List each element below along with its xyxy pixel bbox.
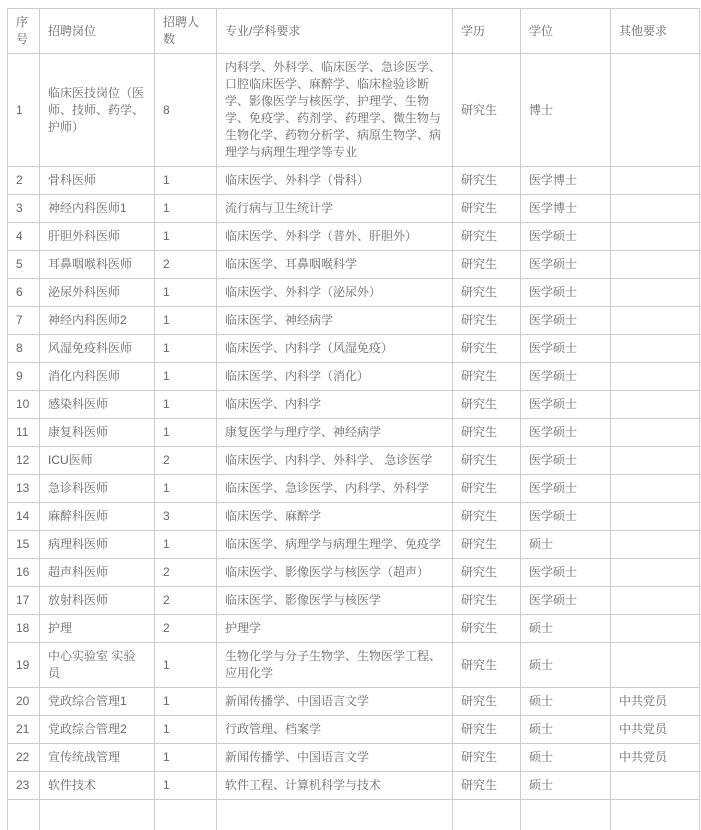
cell-degree: 医学硕士: [521, 223, 611, 251]
cell-major: 软件工程、计算机科学与技术: [217, 772, 453, 800]
cell-position: ICU医师: [40, 447, 155, 475]
cell-education: 研究生: [453, 503, 521, 531]
cell-major: 新闻传播学、中国语言文学: [217, 744, 453, 772]
cell-major: 护理学: [217, 615, 453, 643]
cell-major: 行政管理、档案学: [217, 716, 453, 744]
cell-other: [611, 615, 700, 643]
table-row: [8, 475, 700, 503]
table-row: [8, 744, 700, 772]
cell-other: [611, 195, 700, 223]
cell-education: 研究生: [453, 167, 521, 195]
cell-seq: 6: [8, 279, 40, 307]
cell-major: 临床医学、影像医学与核医学（超声）: [217, 559, 453, 587]
cell-seq: 3: [8, 195, 40, 223]
cell-major: 流行病与卫生统计学: [217, 195, 453, 223]
cell-other: [611, 559, 700, 587]
cell-seq: 22: [8, 744, 40, 772]
cell-other: [611, 475, 700, 503]
cell-position: 急诊科医师: [40, 475, 155, 503]
recruitment-table: [7, 8, 700, 830]
cell-major: 生物化学与分子生物学、生物医学工程、应用化学: [217, 643, 453, 688]
cell-position: 耳鼻咽喉科医师: [40, 251, 155, 279]
cell-other: [611, 772, 700, 800]
cell-seq: 2: [8, 167, 40, 195]
cell-degree: 医学博士: [521, 195, 611, 223]
cell-other: 中共党员: [611, 716, 700, 744]
header-row: [8, 9, 700, 54]
column-header-other: 其他要求: [611, 9, 700, 54]
cell-other: 中共党员: [611, 688, 700, 716]
cell-position: 康复科医师: [40, 419, 155, 447]
cell-count: 1: [155, 167, 217, 195]
cell-seq: 14: [8, 503, 40, 531]
cell-other: 中共党员: [611, 744, 700, 772]
cell-education: 研究生: [453, 223, 521, 251]
cell-other: [611, 307, 700, 335]
cell-position: 风湿免疫科医师: [40, 335, 155, 363]
table-row: [8, 54, 700, 167]
cell-degree: 医学博士: [521, 167, 611, 195]
table-row: [8, 391, 700, 419]
table-row: [8, 559, 700, 587]
cell-count: 1: [155, 195, 217, 223]
cell-other: [611, 531, 700, 559]
table-row-clipped: [8, 800, 700, 830]
cell-education: 研究生: [453, 587, 521, 615]
cell-position: 宣传统战管理: [40, 744, 155, 772]
table-row: [8, 772, 700, 800]
cell-major: 临床医学、内科学、外科学、 急诊医学: [217, 447, 453, 475]
cell-education: 研究生: [453, 447, 521, 475]
column-header-count: 招聘人数: [155, 9, 217, 54]
cell-degree: 硕士: [521, 531, 611, 559]
cell-position: 感染科医师: [40, 391, 155, 419]
cell-count: 2: [155, 615, 217, 643]
table-row: [8, 251, 700, 279]
column-header-major: 专业/学科要求: [217, 9, 453, 54]
cell-count: 1: [155, 531, 217, 559]
cell-position: 软件技术: [40, 772, 155, 800]
cell-position: 泌尿外科医师: [40, 279, 155, 307]
table-row: [8, 167, 700, 195]
cell-education: 研究生: [453, 744, 521, 772]
cell-major: 新闻传播学、中国语言文学: [217, 688, 453, 716]
cell-count: 1: [155, 363, 217, 391]
cell-count: 2: [155, 251, 217, 279]
cell-degree: 硕士: [521, 615, 611, 643]
cell-seq: 20: [8, 688, 40, 716]
cell-seq: 19: [8, 643, 40, 688]
cell-other: [611, 279, 700, 307]
table-row: [8, 615, 700, 643]
cell-degree: 医学硕士: [521, 335, 611, 363]
cell-degree: 医学硕士: [521, 251, 611, 279]
cell-seq: 16: [8, 559, 40, 587]
cell-degree: 医学硕士: [521, 307, 611, 335]
table-row: [8, 223, 700, 251]
cell-other: [611, 167, 700, 195]
table-row: [8, 587, 700, 615]
cell-other: [611, 391, 700, 419]
table-row: [8, 716, 700, 744]
cell-major: 临床医学、耳鼻咽喉科学: [217, 251, 453, 279]
table-row: [8, 279, 700, 307]
cell-major: 康复医学与理疗学、神经病学: [217, 419, 453, 447]
table-row: [8, 335, 700, 363]
cell-seq: 12: [8, 447, 40, 475]
cell-empty: [521, 800, 611, 830]
cell-position: 临床医技岗位（医师、技师、药学、护师）: [40, 54, 155, 167]
cell-degree: 医学硕士: [521, 447, 611, 475]
cell-count: 1: [155, 716, 217, 744]
cell-degree: 硕士: [521, 643, 611, 688]
cell-education: 研究生: [453, 531, 521, 559]
cell-seq: 10: [8, 391, 40, 419]
cell-education: 研究生: [453, 335, 521, 363]
cell-education: 研究生: [453, 195, 521, 223]
cell-seq: 7: [8, 307, 40, 335]
cell-position: 中心实验室 实验员: [40, 643, 155, 688]
cell-seq: 4: [8, 223, 40, 251]
table-row: [8, 307, 700, 335]
cell-position: 党政综合管理1: [40, 688, 155, 716]
table-body: [8, 54, 700, 830]
table-row: [8, 363, 700, 391]
table-row: [8, 503, 700, 531]
cell-empty: [453, 800, 521, 830]
cell-count: 2: [155, 559, 217, 587]
cell-education: 研究生: [453, 391, 521, 419]
cell-seq: 21: [8, 716, 40, 744]
cell-count: 3: [155, 503, 217, 531]
cell-education: 研究生: [453, 419, 521, 447]
cell-degree: 博士: [521, 54, 611, 167]
cell-seq: 23: [8, 772, 40, 800]
cell-count: 1: [155, 772, 217, 800]
cell-degree: 医学硕士: [521, 559, 611, 587]
cell-seq: 15: [8, 531, 40, 559]
column-header-degree: 学位: [521, 9, 611, 54]
cell-count: 1: [155, 391, 217, 419]
cell-education: 研究生: [453, 643, 521, 688]
cell-other: [611, 643, 700, 688]
cell-degree: 医学硕士: [521, 587, 611, 615]
cell-seq: 18: [8, 615, 40, 643]
cell-empty: [8, 800, 40, 830]
cell-major: 临床医学、内科学（风湿免疫）: [217, 335, 453, 363]
cell-position: 护理: [40, 615, 155, 643]
cell-degree: 硕士: [521, 688, 611, 716]
cell-other: [611, 251, 700, 279]
cell-degree: 硕士: [521, 716, 611, 744]
cell-position: 放射科医师: [40, 587, 155, 615]
cell-count: 1: [155, 307, 217, 335]
cell-degree: 硕士: [521, 772, 611, 800]
cell-major: 临床医学、麻醉学: [217, 503, 453, 531]
cell-seq: 11: [8, 419, 40, 447]
cell-other: [611, 363, 700, 391]
cell-count: 1: [155, 688, 217, 716]
cell-other: [611, 587, 700, 615]
cell-major: 临床医学、外科学（骨科）: [217, 167, 453, 195]
cell-major: 临床医学、外科学（普外、肝胆外）: [217, 223, 453, 251]
cell-other: [611, 223, 700, 251]
cell-count: 1: [155, 475, 217, 503]
cell-count: 1: [155, 279, 217, 307]
cell-count: 2: [155, 587, 217, 615]
table-row: [8, 688, 700, 716]
cell-seq: 1: [8, 54, 40, 167]
cell-education: 研究生: [453, 716, 521, 744]
cell-degree: 医学硕士: [521, 503, 611, 531]
cell-education: 研究生: [453, 54, 521, 167]
cell-major: 临床医学、内科学（消化）: [217, 363, 453, 391]
cell-position: 神经内科医师2: [40, 307, 155, 335]
cell-position: 消化内科医师: [40, 363, 155, 391]
cell-position: 麻醉科医师: [40, 503, 155, 531]
cell-degree: 医学硕士: [521, 363, 611, 391]
cell-education: 研究生: [453, 688, 521, 716]
cell-seq: 13: [8, 475, 40, 503]
cell-count: 1: [155, 744, 217, 772]
cell-degree: 医学硕士: [521, 475, 611, 503]
table-row: [8, 643, 700, 688]
cell-other: [611, 503, 700, 531]
cell-education: 研究生: [453, 307, 521, 335]
cell-major: 内科学、外科学、临床医学、急诊医学、口腔临床医学、麻醉学、临床检验诊断学、影像医学与核医学、护理学、生物学、免疫学、药剂学、药理学、微生物与生物化学、药物分析学、病原生物学、病理学与病理生理学等专业: [217, 54, 453, 167]
cell-education: 研究生: [453, 363, 521, 391]
cell-count: 8: [155, 54, 217, 167]
column-header-education: 学历: [453, 9, 521, 54]
cell-position: 党政综合管理2: [40, 716, 155, 744]
cell-position: 超声科医师: [40, 559, 155, 587]
cell-empty: [217, 800, 453, 830]
cell-education: 研究生: [453, 279, 521, 307]
cell-other: [611, 419, 700, 447]
cell-position: 病理科医师: [40, 531, 155, 559]
cell-seq: 5: [8, 251, 40, 279]
cell-count: 1: [155, 223, 217, 251]
cell-education: 研究生: [453, 615, 521, 643]
cell-position: 骨科医师: [40, 167, 155, 195]
cell-major: 临床医学、神经病学: [217, 307, 453, 335]
cell-major: 临床医学、内科学: [217, 391, 453, 419]
cell-empty: [155, 800, 217, 830]
cell-other: [611, 54, 700, 167]
cell-position: 肝胆外科医师: [40, 223, 155, 251]
cell-position: 神经内科医师1: [40, 195, 155, 223]
table-row: [8, 531, 700, 559]
cell-count: 2: [155, 447, 217, 475]
cell-empty: [40, 800, 155, 830]
cell-degree: 医学硕士: [521, 279, 611, 307]
table-row: [8, 195, 700, 223]
cell-empty: [611, 800, 700, 830]
column-header-position: 招聘岗位: [40, 9, 155, 54]
cell-major: 临床医学、影像医学与核医学: [217, 587, 453, 615]
table-row: [8, 419, 700, 447]
cell-seq: 17: [8, 587, 40, 615]
cell-education: 研究生: [453, 559, 521, 587]
cell-major: 临床医学、外科学（泌尿外）: [217, 279, 453, 307]
cell-education: 研究生: [453, 251, 521, 279]
cell-seq: 8: [8, 335, 40, 363]
cell-education: 研究生: [453, 772, 521, 800]
cell-degree: 硕士: [521, 744, 611, 772]
cell-degree: 医学硕士: [521, 391, 611, 419]
table-header: [8, 9, 700, 54]
cell-other: [611, 447, 700, 475]
cell-count: 1: [155, 335, 217, 363]
cell-other: [611, 335, 700, 363]
column-header-seq: 序号: [8, 9, 40, 54]
cell-degree: 医学硕士: [521, 419, 611, 447]
cell-seq: 9: [8, 363, 40, 391]
cell-major: 临床医学、急诊医学、内科学、外科学: [217, 475, 453, 503]
table-row: [8, 447, 700, 475]
cell-education: 研究生: [453, 475, 521, 503]
cell-count: 1: [155, 643, 217, 688]
cell-count: 1: [155, 419, 217, 447]
cell-major: 临床医学、病理学与病理生理学、免疫学: [217, 531, 453, 559]
